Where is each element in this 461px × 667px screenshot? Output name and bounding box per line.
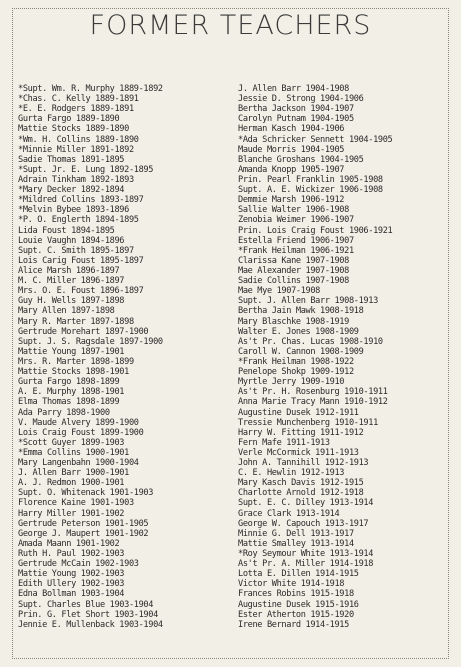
teacher-entry: Mary Blaschke 1908-1919 [238,316,349,327]
teacher-entry: George W. Capouch 1913-1917 [238,518,369,529]
teacher-entry: Gurta Fargo 1889-1890 [18,114,120,125]
teacher-entry: Harry W. Fitting 1911-1912 [238,427,364,438]
teacher-entry: Jennie E. Mullenback 1903-1904 [18,619,163,630]
teacher-entry: *Ada Schricker Sennett 1904-1905 [238,134,393,145]
teacher-entry: Harry Miller 1901-1902 [18,508,125,519]
teacher-entry: Estella Friend 1906-1907 [238,235,354,246]
teacher-entry: Myrtle Jerry 1909-1910 [238,377,345,388]
teacher-entry: *Frank Heilman 1908-1922 [238,356,354,367]
teacher-entry: Grace Clark 1913-1914 [238,508,340,519]
teacher-entry: Victor White 1914-1918 [238,579,345,590]
teacher-entry: Supt. A. E. Wickizer 1906-1908 [238,185,383,196]
teacher-entry: *Supt. Wm. R. Murphy 1889-1892 [18,84,163,94]
teacher-entry: Tressie Munchenberg 1910-1911 [238,417,378,428]
teacher-entry: Supt. C. Smith 1895-1897 [18,245,134,256]
teacher-entry: Adrain Tinkham 1892-1893 [18,174,134,185]
teacher-entry: As't Pr. Chas. Lucas 1908-1910 [238,336,383,347]
teacher-entry: Elma Thomas 1898-1899 [18,397,120,408]
teacher-entry: Clarissa Kane 1907-1908 [238,255,349,266]
teacher-entry: V. Maude Alvery 1899-1900 [18,417,139,428]
right-teacher-list [238,84,448,630]
teacher-entry: *E. E. Rodgers 1889-1891 [18,104,134,115]
teacher-entry: *Minnie Miller 1891-1892 [18,144,134,155]
teacher-entry: Mattie Smalley 1913-1914 [238,538,354,549]
teacher-entry: *Emma Collins 1900-1901 [18,447,129,458]
teacher-entry: Lois Craig Foust 1899-1900 [18,427,144,438]
teacher-entry: Augustine Dusek 1915-1916 [238,599,359,610]
teacher-entry: Mattie Young 1897-1901 [18,346,125,357]
teacher-entry: Sadie Collins 1907-1908 [238,276,349,287]
teacher-entry: Bertha Jackson 1904-1907 [238,104,354,115]
teacher-entry: Zenobia Weimer 1906-1907 [238,215,354,226]
teacher-entry: Mary Allen 1897-1898 [18,306,115,317]
teacher-entry: Irene Bernard 1914-1915 [238,619,349,630]
teacher-entry: John A. Tannihill 1912-1913 [238,458,369,469]
teacher-entry: Mattie Stocks 1889-1890 [18,124,129,135]
teacher-entry: Bertha Jain Mawk 1908-1918 [238,306,364,317]
teacher-entry: J. Allen Barr 1904-1908 [238,84,349,94]
teacher-entry: Supt. J. Allen Barr 1908-1913 [238,296,378,307]
teacher-entry: Caroll W. Cannon 1908-1909 [238,346,364,357]
teacher-entry: Walter E. Jones 1908-1909 [238,326,359,337]
teacher-entry: Amanda Knopp 1905-1907 [238,164,345,175]
teacher-entry: C. E. Hewlin 1912-1913 [238,468,345,479]
teacher-entry: Gertrude Morehart 1897-1900 [18,326,149,337]
teacher-entry: Minnie G. Dell 1913-1917 [238,528,354,539]
teacher-entry: *Mildred Collins 1893-1897 [18,195,144,206]
teacher-entry: M. C. Miller 1896-1897 [18,276,125,287]
teacher-entry: Charlotte Arnold 1912-1918 [238,488,364,499]
teacher-entry: *Roy Seymour White 1913-1914 [238,549,374,560]
teacher-entry: Frances Robins 1915-1918 [238,589,354,600]
teacher-entry: *Frank Heilman 1906-1921 [238,245,354,256]
teacher-entry: As't Pr. A. Miller 1914-1918 [238,559,374,570]
teacher-entry: Mattie Young 1902-1903 [18,569,125,580]
teacher-entry: Supt. O. Whitenack 1901-1903 [18,488,154,499]
teacher-entry: Augustine Dusek 1912-1911 [238,407,359,418]
teacher-entry: Maude Morris 1904-1905 [238,144,345,155]
teacher-entry: *Wm. H. Collins 1889-1890 [18,134,139,145]
teacher-entry: Carolyn Putnam 1904-1905 [238,114,354,125]
teacher-entry: Edna Bollman 1903-1904 [18,589,125,600]
teacher-entry: Prin. Pearl Franklin 1905-1908 [238,174,383,185]
teacher-entry: Fern Mafe 1911-1913 [238,437,330,448]
teacher-entry: Mary Kasch Davis 1912-1915 [238,478,364,489]
teacher-entry: Mary R. Marter 1897-1898 [18,316,134,327]
teacher-entry: Prin. G. Flet Short 1903-1904 [18,609,158,620]
teacher-entry: Ester Atherton 1915-1920 [238,609,354,620]
teacher-entry: Mae Alexander 1907-1908 [238,265,349,276]
teacher-entry: Supt. Charles Blue 1903-1904 [18,599,154,610]
teacher-entry: Gertrude McCain 1902-1903 [18,559,139,570]
teacher-entry: Amada Maann 1901-1902 [18,538,120,549]
teacher-entry: Ruth H. Paul 1902-1903 [18,549,125,560]
teacher-entry: Mrs. O. E. Foust 1896-1897 [18,286,144,297]
teacher-entry: *Supt. Jr. E. Lung 1892-1895 [18,164,154,175]
teacher-entry: Lotta E. Dillen 1914-1915 [238,569,359,580]
teacher-entry: Gertrude Peterson 1901-1905 [18,518,149,529]
teacher-entry: Jessie D. Strong 1904-1906 [238,94,364,105]
page-title: FORMER TEACHERS [89,10,372,41]
teacher-entry: Prin. Lois Craig Foust 1906-1921 [238,225,393,236]
teacher-entry: *Melvin Bybee 1893-1896 [18,205,129,216]
teacher-entry: Ada Parry 1898-1900 [18,407,110,418]
teacher-entry: Sadie Thomas 1891-1895 [18,154,125,165]
teacher-entry: Blanche Groshans 1904-1905 [238,154,364,165]
teacher-entry: A. J. Redmon 1900-1901 [18,478,125,489]
teacher-entry: Verle McCormick 1911-1913 [238,447,359,458]
teacher-entry: As't Pr. H. Rosenburg 1910-1911 [238,387,388,398]
teacher-entry: J. Allen Barr 1900-1901 [18,468,129,479]
teacher-entry: Sallie Walter 1906-1908 [238,205,349,216]
teacher-entry: Anna Marie Tracy Mann 1910-1912 [238,397,388,408]
teacher-entry: Gurta Fargo 1898-1899 [18,377,120,388]
teacher-entry: Penelope Shokp 1909-1912 [238,367,354,378]
teacher-entry: George J. Maupert 1901-1902 [18,528,149,539]
teacher-entry: Mae Mye 1907-1908 [238,286,321,297]
teacher-entry: Florence Kaine 1901-1903 [18,498,134,509]
teacher-entry: Guy H. Wells 1897-1898 [18,296,125,307]
teacher-entry: A. E. Murphy 1898-1901 [18,387,125,398]
teacher-entry: Supt. J. S. Ragsdale 1897-1900 [18,336,163,347]
teacher-entry: *Scott Guyer 1899-1903 [18,437,125,448]
teacher-entry: *Chas. C. Kelly 1889-1891 [18,94,139,105]
teacher-entry: Alice Marsh 1896-1897 [18,265,120,276]
teacher-entry: Mrs. R. Marter 1898-1899 [18,356,134,367]
teacher-entry: Louie Vaughn 1894-1896 [18,235,125,246]
teacher-entry: Herman Kasch 1904-1906 [238,124,345,135]
teacher-entry: Lida Foust 1894-1895 [18,225,115,236]
teacher-entry: Edith Ullery 1902-1903 [18,579,125,590]
teacher-entry: Mary Langenbahn 1900-1904 [18,458,139,469]
teacher-entry: *Mary Decker 1892-1894 [18,185,125,196]
left-teacher-list [18,84,236,630]
teacher-entry: Lois Carig Foust 1895-1897 [18,255,144,266]
teacher-entry: Mattie Stocks 1898-1901 [18,367,129,378]
teacher-entry: Demmie Marsh 1906-1912 [238,195,345,206]
teacher-entry: Supt. E. C. Dilley 1913-1914 [238,498,374,509]
teacher-entry: *P. O. Englerth 1894-1895 [18,215,139,226]
